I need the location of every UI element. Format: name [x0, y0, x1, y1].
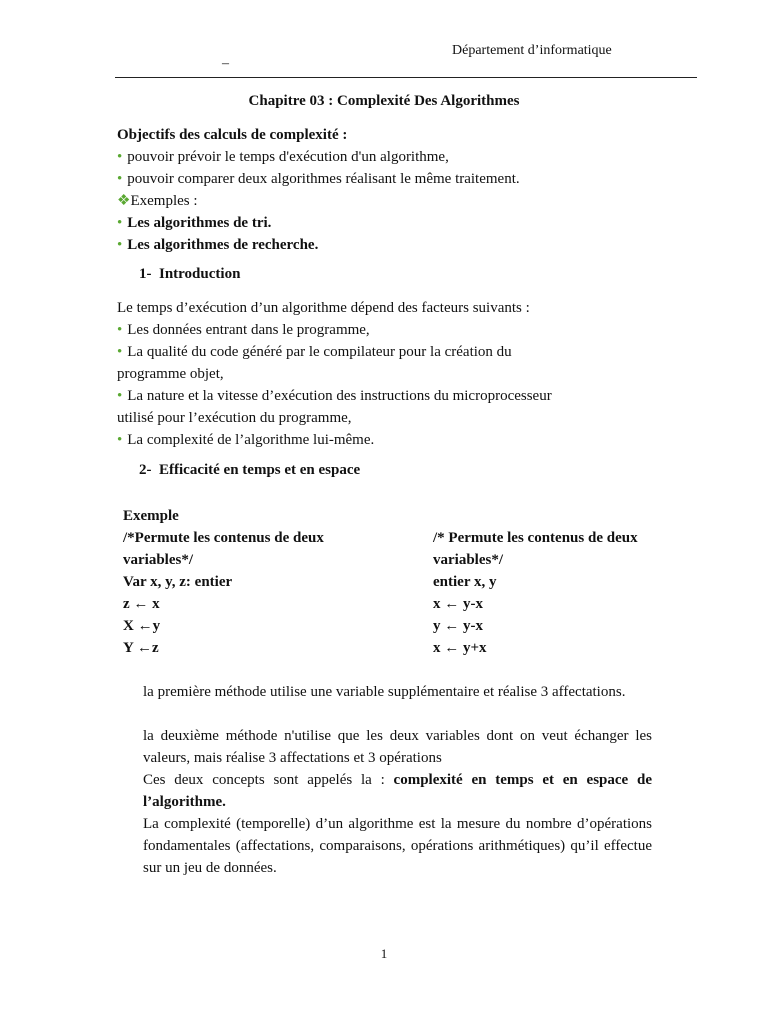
objective-item: • pouvoir comparer deux algorithmes réalisant le même traitement. [117, 171, 520, 187]
paragraph-second-method: la deuxième méthode n'utilise que les deux variables dont on veut échanger les valeurs, mais réalise 3 affectations et 3 opérations [143, 728, 652, 766]
bullet-icon: • [117, 237, 123, 253]
factor-item: • Les données entrant dans le programme, [117, 322, 370, 338]
factor-item-continuation: programme objet, [117, 366, 224, 382]
right-code-line: x ← y-x [433, 596, 483, 612]
example-label: Exemple [123, 508, 179, 524]
factor-item-continuation: utilisé pour l’exécution du programme, [117, 410, 352, 426]
example-item: • Les algorithmes de recherche. [117, 237, 319, 253]
left-code-line: variables*/ [123, 552, 193, 568]
examples-label: ❖Exemples : [117, 193, 198, 209]
bullet-icon: • [117, 171, 123, 187]
header-rule [115, 77, 697, 78]
bullet-icon: • [117, 149, 123, 165]
left-code-line: Var x, y, z: entier [123, 574, 233, 590]
right-code-line: entier x, y [433, 574, 497, 590]
left-code-line: /*Permute les contenus de deux [123, 530, 324, 546]
section-1-heading: 1- Introduction [139, 266, 241, 282]
left-code-line: Y ←z [123, 640, 159, 656]
page-number: 1 [380, 946, 388, 961]
right-code-line: variables*/ [433, 552, 503, 568]
bullet-icon: • [117, 215, 123, 231]
section-1-intro: Le temps d’exécution d’un algorithme dépend des facteurs suivants : [117, 300, 530, 316]
objectives-heading: Objectifs des calculs de complexité : [117, 127, 348, 143]
left-code-line: z ← x [123, 596, 160, 612]
example-item: • Les algorithmes de tri. [117, 215, 272, 231]
paragraph-complexity-definition: La complexité (temporelle) d’un algorithme est la mesure du nombre d’opérations fondamentales (affectations, comparaisons, opérations arithmétiques) qu’il effectue sur un jeu de données. [143, 816, 652, 876]
right-code-line: x ← y+x [433, 640, 487, 656]
right-code-line: y ← y-x [433, 618, 483, 634]
diamond-bullet-icon: ❖ [117, 193, 131, 209]
factor-item: • La nature et la vitesse d’exécution des instructions du microprocesseur [117, 388, 552, 404]
paragraph-concepts: Ces deux concepts sont appelés la : complexité en temps et en espace de l’algorithme. [143, 772, 652, 810]
chapter-title: Chapitre 03 : Complexité Des Algorithmes [248, 93, 520, 109]
header-department: Département d’informatique [452, 43, 612, 58]
objective-item: • pouvoir prévoir le temps d'exécution d'un algorithme, [117, 149, 449, 165]
bullet-icon: • [117, 344, 123, 360]
left-code-line: X ←y [123, 618, 161, 634]
factor-item: • La qualité du code généré par le compilateur pour la création du [117, 344, 512, 360]
paragraph-first-method: la première méthode utilise une variable supplémentaire et réalise 3 affectations. [143, 684, 626, 700]
factor-item: • La complexité de l’algorithme lui-même. [117, 432, 375, 448]
bullet-icon: • [117, 432, 123, 448]
section-2-heading: 2- Efficacité en temps et en espace [139, 462, 361, 478]
right-code-line: /* Permute les contenus de deux [433, 530, 638, 546]
bullet-icon: • [117, 322, 123, 338]
bullet-icon: • [117, 388, 123, 404]
header-dash: – [222, 56, 229, 71]
